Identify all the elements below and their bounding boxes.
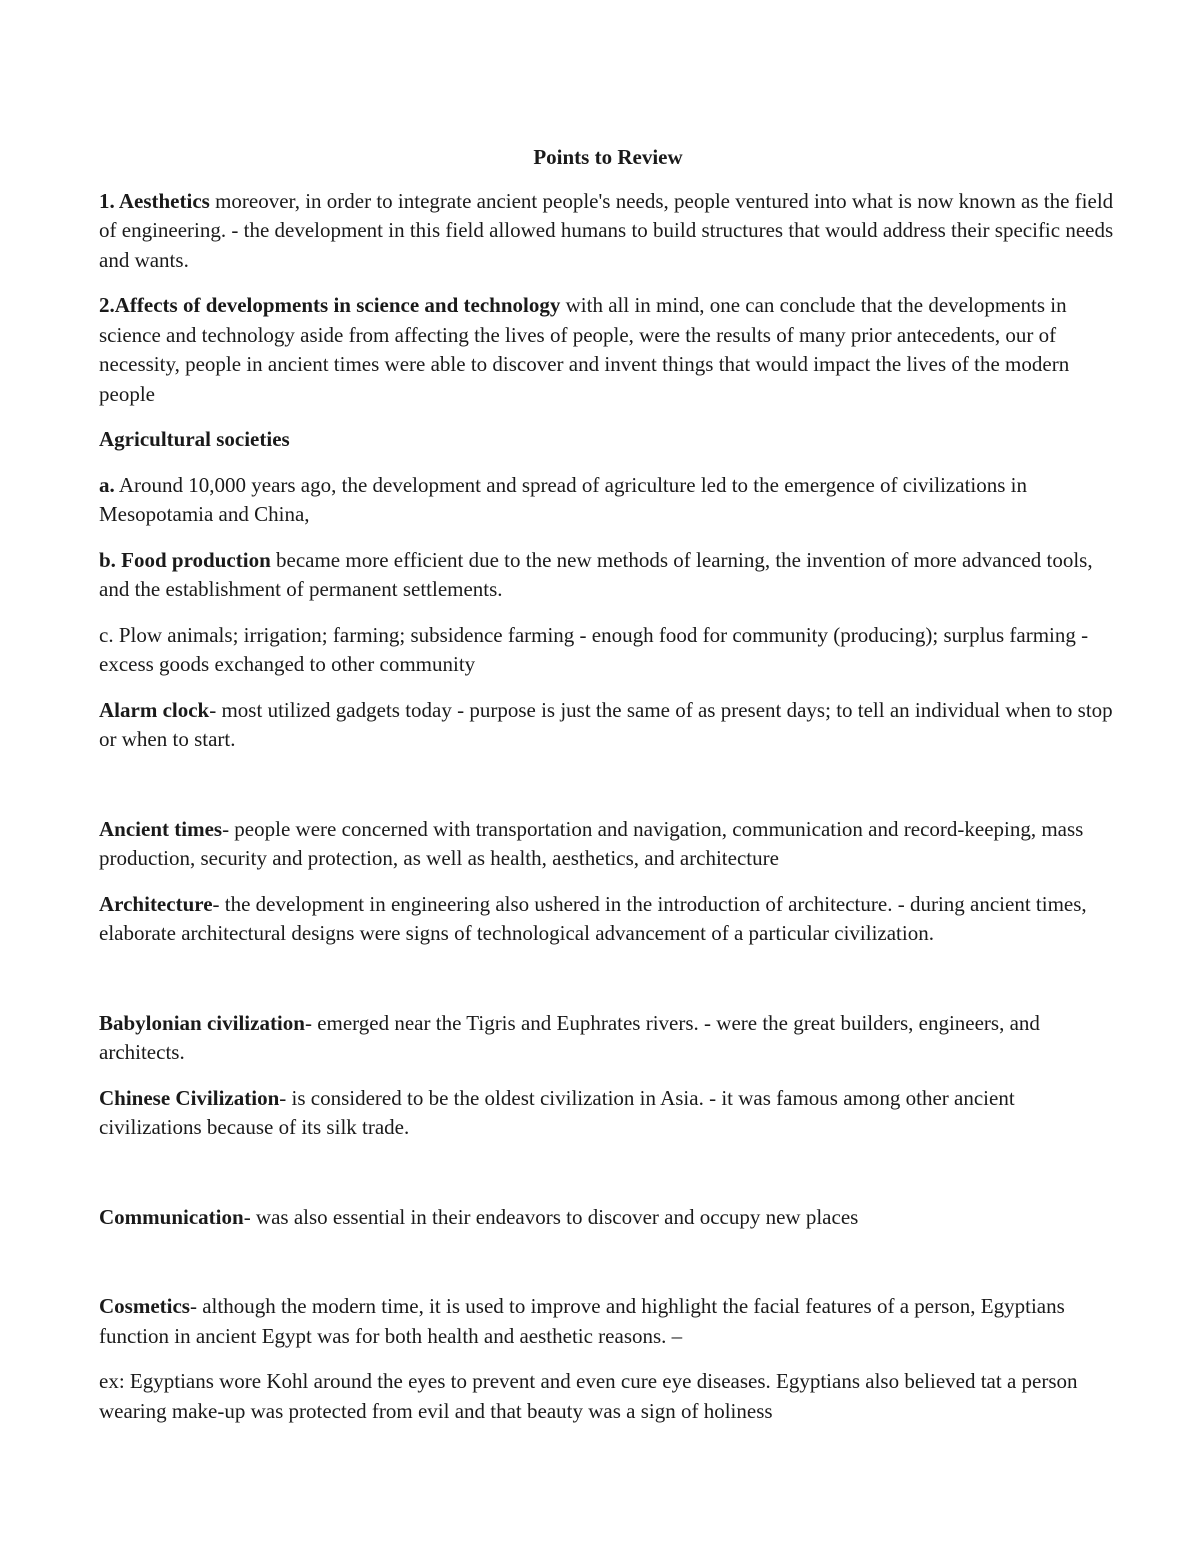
paragraph-aesthetics (99, 187, 1119, 276)
term-affects: 2.Affects of developments in science and technology (99, 293, 561, 317)
paragraph-alarm-clock (99, 696, 1119, 755)
paragraph-babylonian (99, 1009, 1119, 1068)
paragraph-ancient-times (99, 815, 1119, 874)
paragraph-agri-c (99, 621, 1119, 680)
term-babylonian: Babylonian civilization (99, 1010, 305, 1035)
text-affects: with all in mind, one can conclude that the developments in science and technology aside from affecting the lives of people, were the results of many prior antecedents, our of necessity, people in ancient times were able to discover and invent things that would impact the lives of the modern people (99, 293, 1070, 406)
paragraph-cosmetics (99, 1292, 1119, 1351)
text-chinese: - is considered to be the oldest civilization in Asia. - it was famous among other ancient civilizations because of its silk trade. (99, 1085, 1015, 1139)
paragraph-architecture (99, 890, 1119, 949)
term-aesthetics: 1. Aesthetics (99, 188, 210, 213)
heading-agricultural-societies: Agricultural societies (99, 427, 290, 451)
term-chinese: Chinese Civilization (99, 1085, 280, 1110)
term-agri-a: a. (99, 472, 115, 497)
text-cosmetics-example: ex: Egyptians wore Kohl around the eyes to prevent and even cure eye diseases. Egyptians also believed tat a person wearing make-up was protected from evil and that beauty was a sign of holiness (99, 1369, 1078, 1423)
term-ancient-times: Ancient times (99, 816, 223, 841)
text-ancient-times: - people were concerned with transportation and navigation, communication and record-keeping, mass production, security and protection, as well as health, aesthetics, and architecture (99, 816, 1084, 870)
term-alarm-clock: Alarm clock (99, 697, 210, 722)
paragraph-agri-b (99, 546, 1119, 605)
page-title: Points to Review (533, 145, 683, 169)
document-body (99, 143, 1119, 1442)
term-agri-b: b. Food production (99, 547, 271, 572)
paragraph-communication (99, 1203, 1119, 1233)
text-babylonian: - emerged near the Tigris and Euphrates rivers. - were the great builders, engineers, and architects. (99, 1010, 1040, 1064)
term-cosmetics: Cosmetics (99, 1294, 190, 1318)
text-communication: - was also essential in their endeavors to discover and occupy new places (243, 1204, 859, 1229)
paragraph-agri-a (99, 471, 1119, 530)
text-alarm-clock: - most utilized gadgets today - purpose is just the same of as present days; to tell an individual when to stop or when to start. (99, 697, 1113, 751)
text-cosmetics: - although the modern time, it is used to improve and highlight the facial features of a person, Egyptians function in ancient Egypt was for both health and aesthetic reasons. – (99, 1294, 1065, 1348)
term-architecture: Architecture (99, 891, 213, 916)
term-communication: Communication (99, 1204, 244, 1229)
text-agri-b: became more efficient due to the new methods of learning, the invention of more advanced tools, and the establishment of permanent settlements. (99, 547, 1093, 601)
paragraph-affects (99, 291, 1119, 409)
text-agri-a: Around 10,000 years ago, the development and spread of agriculture led to the emergence of civilizations in Mesopotamia and China, (99, 472, 1027, 526)
text-architecture: - the development in engineering also ushered in the introduction of architecture. - during ancient times, elaborate architectural designs were signs of technological advancement of a particular civilization. (99, 891, 1087, 945)
text-agri-c: c. Plow animals; irrigation; farming; subsidence farming - enough food for community (producing); surplus farming -excess goods exchanged to other community (99, 622, 1089, 676)
paragraph-cosmetics-example (99, 1367, 1119, 1426)
paragraph-chinese (99, 1084, 1119, 1143)
text-aesthetics: moreover, in order to integrate ancient people's needs, people ventured into what is now known as the field of engineering. - the development in this field allowed humans to build structures that would address their specific needs and wants. (99, 188, 1114, 272)
